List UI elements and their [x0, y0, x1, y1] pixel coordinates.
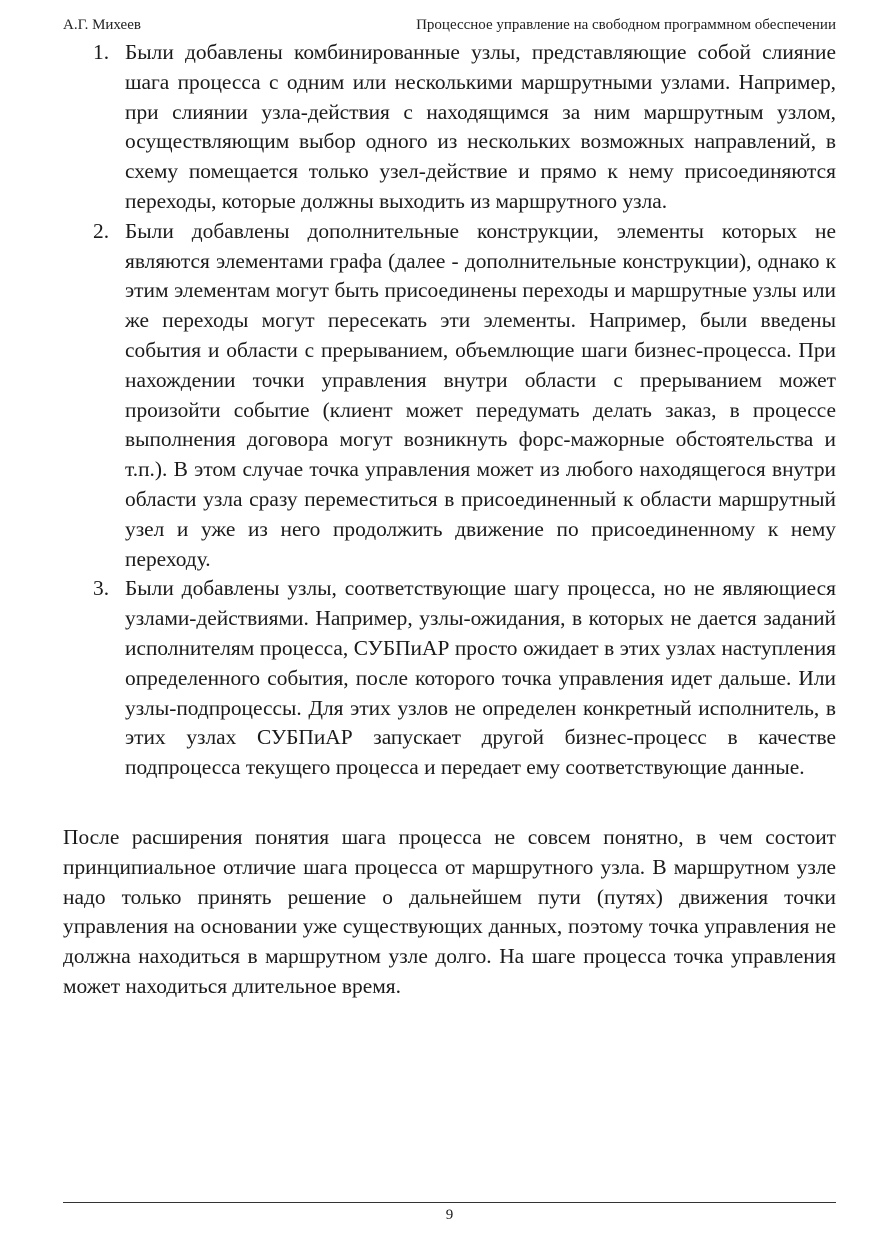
numbered-list: [63, 38, 836, 783]
list-item: [63, 574, 836, 783]
list-item-number: 1.: [93, 40, 110, 64]
footer-divider: [63, 1202, 836, 1203]
header-running-title: Процессное управление на свободном программном обеспечении: [416, 17, 836, 33]
list-item-number: 2.: [93, 218, 110, 243]
list-item-text: Были добавлены узлы, соответствующие шагу процесса, но не являющиеся узлами-действиями. Например, узлы-ожидания, в которых не дается заданий исполнителям процесса, СУБПиАР просто ожидает в этих узлах наступления определенного события, после которого точка управления идет дальше. Или узлы-подпроцессы. Для этих узлов не определен конкретный исполнитель, в этих узлах СУБПиАР запускает другой бизнес-процесс в качестве подпроцесса текущего процесса и передает ему соответствующие данные.: [125, 576, 836, 780]
list-item-number: 3.: [93, 576, 110, 601]
list-item: [63, 217, 836, 575]
list-item: [63, 38, 836, 217]
page-number: 9: [445, 1207, 454, 1223]
list-item-text: Были добавлены комбинированные узлы, представляющие собой слияние шага процесса с одним или несколькими маршрутными узлами. Например, при слиянии узла-действия с находящимся за ним маршрутным узлом, осуществляющим выбор одного из нескольких возможных направлений, в схему помещается только узел-действие и прямо к нему присоединяются переходы, которые должны выходить из маршрутного узла.: [125, 40, 836, 213]
header-author: А.Г. Михеев: [63, 17, 141, 33]
list-item-text: Были добавлены дополнительные конструкции, элементы которых не являются элементами графа (далее - дополнительные конструкции), однако к этим элементам могут быть присоединены переходы и маршрутные узлы или же переходы могут пересекать эти элементы. Например, были введены события и области с прерыванием, объемлющие шаги бизнес-процесса. При нахождении точки управления внутри области с прерыванием может произойти событие (клиент может передумать делать заказ, в процессе выполнения договора могут возникнуть форс-мажорные обстоятельства и т.п.). В этом случае точка управления может из любого находящегося внутри области узла сразу переместиться в присоединенный к области маршрутный узел и уже из него продолжить движение по присоединенному к нему переходу.: [125, 218, 836, 571]
page-header: [63, 14, 836, 36]
page-content: [63, 38, 836, 1002]
body-paragraph: После расширения понятия шага процесса не совсем понятно, в чем состоит принципиальное отличие шага процесса от маршрутного узла. В маршрутном узле надо только принять решение о дальнейшем пути (путях) движения точки управления на основании уже существующих данных, поэтому точка управления не должна находиться в маршрутном узле долго. На шаге процесса точка управления может находиться длительное время.: [63, 824, 836, 998]
